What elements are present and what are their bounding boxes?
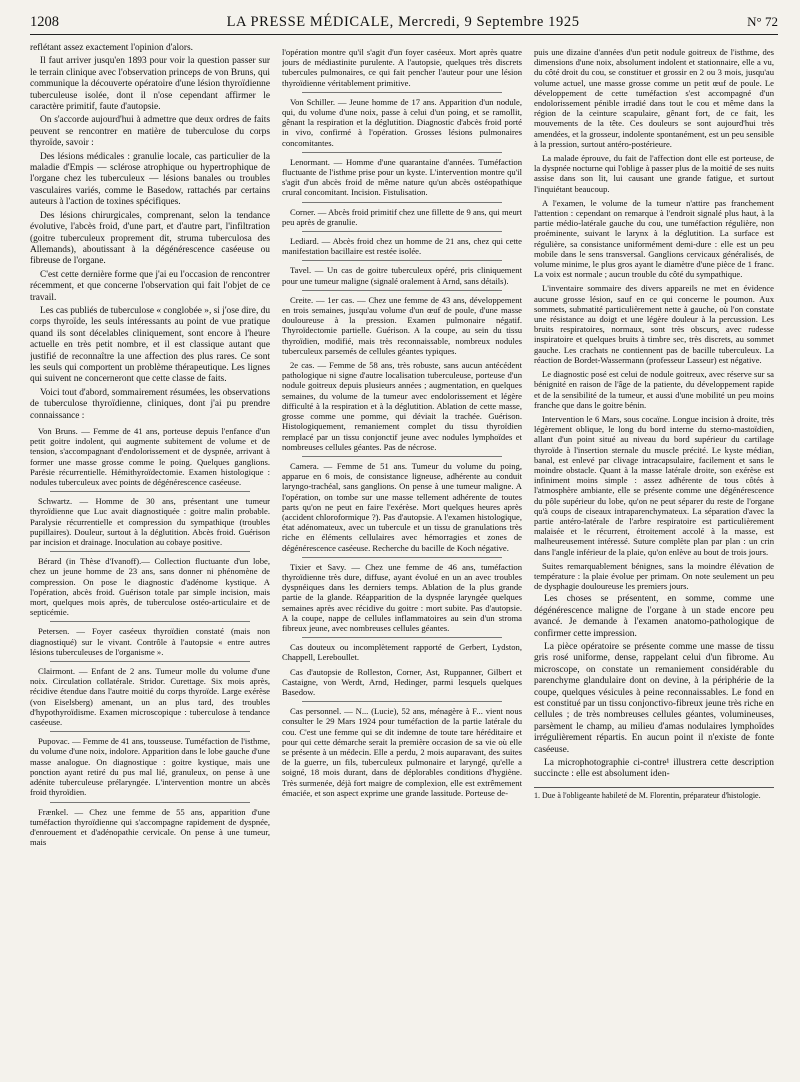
case-report: Schwartz. — Homme de 30 ans, présentant une tumeur thyroïdienne que Luc avait diagnostiquée : goitre malin probable. Paralysie récurrentielle et compression du sympathique (troubles pupillaires). Douleur, surtout à la déglutition. Abcès froid. Guérison par incision et drainage. Inoculation au cobaye positive. xyxy=(30,496,270,548)
separator xyxy=(302,260,502,261)
column-2 xyxy=(282,43,522,1073)
separator xyxy=(302,202,502,203)
case-report: L'inventaire sommaire des divers appareils ne met en évidence aucune grosse lésion, sauf en ce qui concerne le poumon. Aux sommets, submatité particulièrement nette à gauche, où l'on constate une résistance au doigt et une légère douleur à la percussion. Les bruits respiratoires, normaux, sont très obscurs, avec rudesse inspiratoire et quelques bruits à timbre sec, très discrets, au sommet gauche. Les crachats ne contiennent pas de bacille tuberculeux. La réaction de Bordet-Wassermann (professeur Lasseur) est négative. xyxy=(534,283,774,365)
paragraph: La pièce opératoire se présente comme une masse de tissu gris rosé uniforme, dense, rappelant celui d'un fibrome. Au microscope, on constate un remaniement considérable du parenchyme glandulaire dont on devine, à la périphérie de la coupe, quelques vésicules à peine reconnaissables. Le fond en est constitué par un tissu conjonctivo-fibreux jeune très riche en cellules ; de très nombreuses cellules géantes, volumineuses, parsèment le champ, au milieu d'amas nodulaires lymphoïdes irrégulièrement répartis. En aucun point il n'existe de fonte caséeuse. xyxy=(534,641,774,755)
separator xyxy=(302,637,502,638)
case-report: Tavel. — Un cas de goitre tuberculeux opéré, pris cliniquement pour une tumeur maligne (signalé oralement à Arnd, sans détails). xyxy=(282,265,522,286)
issue-number: N° 72 xyxy=(747,14,778,29)
case-report: Cas d'autopsie de Rolleston, Corner, Ast, Ruppanner, Gilbert et Castaigne, von Werdt, Arnd, Hedinger, parmi lesquels quelques Basedow. xyxy=(282,666,522,697)
column-3 xyxy=(534,43,774,1073)
case-report: l'opération montre qu'il s'agit d'un foyer caséeux. Mort après quatre jours de médiastinite purulente. A l'autopsie, quelques très discrets tubercules pulmonaires, ce qui fait pencher l'auteur pour une lésion thyroïdienne véritablement primitive. xyxy=(282,47,522,88)
case-report: A l'examen, le volume de la tumeur n'attire pas franchement l'attention : cependant on remarque à l'endroit signalé plus haut, à la partie médio-latérale gauche du cou, une tuméfaction régulière, non proéminente, suivant le larynx à la déglutition. La surface est régulière, sa consistance uniformément demi-dure : elle est un peu mobile dans le sens transversal. Ganglions cervicaux généralisés, de volume minime, le plus gros ayant le diamètre d'une pièce de 1 franc. La voix est normale ; aucun trouble du côté du sympathique. xyxy=(534,197,774,280)
case-report: Suites remarquablement bénignes, sans la moindre élévation de température : la plaie évolue per primam. On note seulement un peu de dysphagie douloureuse les premiers jours. xyxy=(534,560,774,592)
journal-title: LA PRESSE MÉDICALE, Mercredi, 9 Septembre 1925 xyxy=(226,14,580,30)
paragraph: Il faut arriver jusqu'en 1893 pour voir la question passer sur le terrain clinique avec l'observation princeps de von Bruns, qui communique la découverte opératoire d'une lésion thyroïdienne tuberculeuse isolée, dont il n'ose cependant affirmer le caractère primitif, faute d'autopsie. xyxy=(30,56,270,113)
separator xyxy=(302,231,502,232)
separator xyxy=(50,661,250,662)
separator xyxy=(302,557,502,558)
case-report: Frænkel. — Chez une femme de 55 ans, apparition d'une tuméfaction thyroïdienne qui s'accompagne rapidement de dyspnée, d'enrouement et d'adénopathie cervicale. On pense à une tumeur, mais xyxy=(30,806,270,848)
separator xyxy=(50,551,250,552)
separator xyxy=(302,152,502,153)
case-report: Lediard. — Abcès froid chez un homme de 21 ans, chez qui cette manifestation bacillaire est restée isolée. xyxy=(282,236,522,257)
case-report: Bérard (in Thèse d'Ivanoff).— Collection fluctuante d'un lobe, chez un jeune homme de 23 ans, sans donner ni phénomène de compression. On pose le diagnostic d'adénome kystique. A l'opération, abcès froid. Guérison totale par simple incision, mais mort, quelques mois après, de tuberculose ostéo-articulaire et de septicémie. xyxy=(30,556,270,618)
paragraph: Des lésions médicales : granulie locale, cas particulier de la maladie d'Empis — sclérose atrophique ou hypertrophique de l'organe chez les tuberculeux — lésions banales ou troubles vasculaires variés, comme le Basedow, rattachés par certains auteurs à l'action de toxines spécifiques. xyxy=(30,151,270,208)
case-report: Clairmont. — Enfant de 2 ans. Tumeur molle du volume d'une noix. Circulation collatérale. Stridor. Curettage. Six mois après, récidive étendue dans l'autre moitié du corps thyroïde. Large exérèse (von Eiselsberg) amenant, un an plus tard, des troubles d'hypothyroïdisme. Examen microscopique : tuberculose à tendance caséeuse. xyxy=(30,666,270,728)
case-report: Petersen. — Foyer caséeux thyroïdien constaté (mais non diagnostiqué) sur le vivant. Contrôle à l'autopsie « entre autres lésions tuberculeuses de l'organisme ». xyxy=(30,626,270,657)
case-report: puis une dizaine d'années d'un petit nodule goitreux de l'isthme, des dimensions d'une noix, absolument indolent et stationnaire, elle a vu, du côté droit du cou, se constituer et grossir en 2 ou 3 mois, jusqu'au volume actuel, une masse grosse comme un petit œuf de poule. Le développement de cette tuméfaction s'est accompagné d'un endolorissement pénible irradié dans tout le cou et même dans la région de la ceinture scapulaire, gênant fort, de ce fait, les mouvements de la tête. Ces douleurs se sont aujourd'hui très amendées, et la grosseur, indolente spontanément, est un peu sensible à la pression, surtout antéro-postérieure. xyxy=(534,47,774,149)
separator xyxy=(50,802,250,803)
case-report: Creite. — 1er cas. — Chez une femme de 43 ans, développement en trois semaines, jusqu'au volume d'un œuf de poule, d'une masse douloureuse à la pression. Examen pulmonaire négatif. Thyroïdectomie partielle. Guérison. A la coupe, au sein du tissu thyroïdien, modifié, mais très reconnaissable, nombreux nodules tuberculeux parsemés de cellules géantes typiques. xyxy=(282,294,522,356)
page-number: 1208 xyxy=(30,14,59,30)
paragraph: Voici tout d'abord, sommairement résumées, les observations de tuberculose thyroïdienne, cliniques, dont j'ai pu prendre connaissance : xyxy=(30,387,270,421)
footnote: 1. Due à l'obligeante habileté de M. Florentin, préparateur d'histologie. xyxy=(534,787,774,801)
case-report: La malade éprouve, du fait de l'affection dont elle est porteuse, de la dyspnée nocturne qui l'oblige à passer plus de la moitié de ses nuits assise dans son lit, lui causant une grande fatigue, et surtout l'inquiétant beaucoup. xyxy=(534,153,774,194)
separator xyxy=(302,92,502,93)
paragraph: On s'accorde aujourd'hui à admettre que deux ordres de faits peuvent se rencontrer en matière de tuberculose du corps thyroïde, savoir : xyxy=(30,115,270,149)
case-report: Cas personnel. — N... (Lucie), 52 ans, ménagère à F... vient nous consulter le 29 Mars 1924 pour tuméfaction de la partie latérale du cou. C'est une femme qui se dit indemne de toute tare héréditaire et pour qui cette démarche serait la première occasion de sa vie où elle se présente à un médecin. Elle a perdu, 2 mois auparavant, des suites de la guerre, un fils, tuberculeux pulmonaire et laryngé, qu'elle a soigné, 18 mois durant, dans de déplorables conditions d'hygiène. Très surmenée, déjà fort maigre de complexion, elle est extrêmement émaciée, et son aspect exprime une grande lassitude. Porteuse de- xyxy=(282,706,522,798)
case-report: Corner. — Abcès froid primitif chez une fillette de 9 ans, qui meurt peu après de granulie. xyxy=(282,206,522,227)
separator xyxy=(302,290,502,291)
separator xyxy=(302,701,502,702)
paragraph: C'est cette dernière forme que j'ai eu l'occasion de rencontrer récemment, et que concerne l'observation qui fait l'objet de ce travail. xyxy=(30,269,270,303)
separator xyxy=(302,456,502,457)
separator xyxy=(50,731,250,732)
paragraph: Des lésions chirurgicales, comprenant, selon la tendance évolutive, l'abcès froid, d'une part, et d'autre part, l'infiltration (goitre tuberculeux proprement dit, struma tuberculosa des Allemands), aboutissant à la dégénérescence caséeuse ou fibreuse de l'organe. xyxy=(30,210,270,267)
case-report: Von Schiller. — Jeune homme de 17 ans. Apparition d'un nodule, qui, du volume d'une noix, passe à celui d'un poing, et se ramollit, gênant la respiration et la déglutition. Diagnostic d'abcès froid porté in vivo, confirmé à l'opération. Grosses lésions pulmonaires concomitantes. xyxy=(282,96,522,148)
case-report: Camera. — Femme de 51 ans. Tumeur du volume du poing, apparue en 6 mois, de consistance ligneuse, adhérente au conduit laryngo-trachéal, sans ganglions. On pense à une tumeur maligne. A l'opération, on tombe sur une masse tellement adhérente de toutes parts qu'on ne peut en faire l'exérèse. Mort quelques heures après (accident chloroformique ?). Pas d'autopsie. A l'examen histologique, état adénomateux, avec un tubercule et un tissu de granulations très riche en éléments cellulaires avec hémorragies et zones de dégénérescence caséeuse. Recherche du bacille de Koch négative. xyxy=(282,460,522,553)
paragraph: Les choses se présentent, en somme, comme une dégénérescence maligne de l'organe à un stade encore peu avancé. Je demande à l'examen anatomo-pathologique de confirmer cette impression. xyxy=(534,594,774,639)
case-report: 2e cas. — Femme de 58 ans, très robuste, sans aucun antécédent pathologique ni signe d'autre localisation tuberculeuse, porteuse d'un nodule goitreux depuis plusieurs années ; augmentation, en quelques semaines, du volume de la tumeur avec endolorissement et légère difficulté à la respiration et à la déglutition. Ablation de cette masse, grosse comme une pomme, qui déviait la trachée. Guérison. Histologiquement, remaniement complet du tissu thyroïdien remplacé par un tissu conjonctif jeune avec nodules lymphoïdes et nombreuses cellules géantes. Pas de nécrose. xyxy=(282,360,522,452)
case-report: Von Bruns. — Femme de 41 ans, porteuse depuis l'enfance d'un petit goitre indolent, qui augmente subitement de volume et de tension, s'accompagnant d'endolorissement et de dyspnée, arrivant à former une masse grosse comme le poing. Quelques ganglions. Parésie récurrentielle. Hémithyroïdectomie. Examen histologique : nodules tuberculeux avec points de dégénérescence caséeuse. xyxy=(30,426,270,488)
page-header xyxy=(30,14,778,35)
case-report: Tixier et Savy. — Chez une femme de 46 ans, tuméfaction thyroïdienne très dure, diffuse, ayant évolué en un an avec troubles dyspnéiques dans les derniers temps. Ablation de la plus grande partie de la glande. Réapparition de la dyspnée laryngée quelques semaines après avec récidive du goitre : mort subite. Pas d'autopsie. A la coupe, nappe de cellules inflammatoires au sein d'un stroma fibreux jeune, avec nombreuses cellules géantes. xyxy=(282,561,522,633)
separator xyxy=(50,491,250,492)
case-report: Pupovac. — Femme de 41 ans, tousseuse. Tuméfaction de l'isthme, du volume d'une noix, indolore. Apparition dans le lobe gauche d'une masse analogue. On diagnostique : goitre kystique, mais une ponction ayant retiré du pus mal lié, granuleux, on pense à une adénite tuberculeuse prélaryngée. L'intervention montre un abcès froid thyroïdien. xyxy=(30,736,270,798)
case-report: Cas douteux ou incomplètement rapporté de Gerbert, Lydston, Chappell, Lereboullet. xyxy=(282,642,522,663)
column-1 xyxy=(30,43,270,1073)
text-columns xyxy=(30,43,778,1073)
case-report: Intervention le 6 Mars, sous cocaïne. Longue incision à droite, très légèrement oblique, le long du bord interne du sterno-mastoïdien, allant d'un point situé au niveau du bord supérieur du cartilage thyroïde à l'insertion sternale du muscle précité. Le kyste médian, banal, est enlevé par clivage intracapsulaire, facilement et sans le moindre obstacle. Quant à la masse latérale droite, son exérèse est infiniment moins simple : assez adhérente de tous côtés à l'atmosphère ambiante, elle se présente comme une dégénérescence du pôle supérieur du lobe, qu'on ne peut séparer du reste de l'organe qu'à coups de ciseaux intraparenchymateux. La séparation d'avec la partie antéro-latérale de l'arbre respiratoire est particulièrement malaisée et le récurrent, étroitement accolé à la masse, est malheureusement intéressé. Suture complète plan par plan : un crin dans l'angle inférieur de la plaie, qu'on enlève au bout de trois jours. xyxy=(534,413,774,557)
case-report: Lenormant. — Homme d'une quarantaine d'années. Tuméfaction fluctuante de l'isthme prise pour un kyste. L'intervention montre qu'il s'agit d'un abcès froid de même nature qu'un abcès ostéopathique crural concomitant. Incision. Fistulisation. xyxy=(282,156,522,198)
paragraph: Les cas publiés de tuberculose « conglobée », si j'ose dire, du corps thyroïde, les seuls intéressants au point de vue pratique quand ils sont décelables cliniquement, sont encore à l'heure actuelle en très petit nombre, et il est classique autant que justifié de reconnaître la une affection des plus rares. Ce sont les seuls qui comportent un problème thérapeutique. Les lignes qui suivent ne concerneront que cette classe de faits. xyxy=(30,305,270,385)
case-report: Le diagnostic posé est celui de nodule goitreux, avec réserve sur sa bénignité en raison de l'âge de la patiente, du développement rapide et de la sensibilité de la tumeur, et aussi d'une mobilité un peu moins franche que dans le goitre bénin. xyxy=(534,369,774,410)
paragraph: La microphotographie ci-contre¹ illustrera cette description succincte : elle est absolument iden- xyxy=(534,758,774,780)
separator xyxy=(50,621,250,622)
paragraph: reflétant assez exactement l'opinion d'alors. xyxy=(30,43,193,53)
